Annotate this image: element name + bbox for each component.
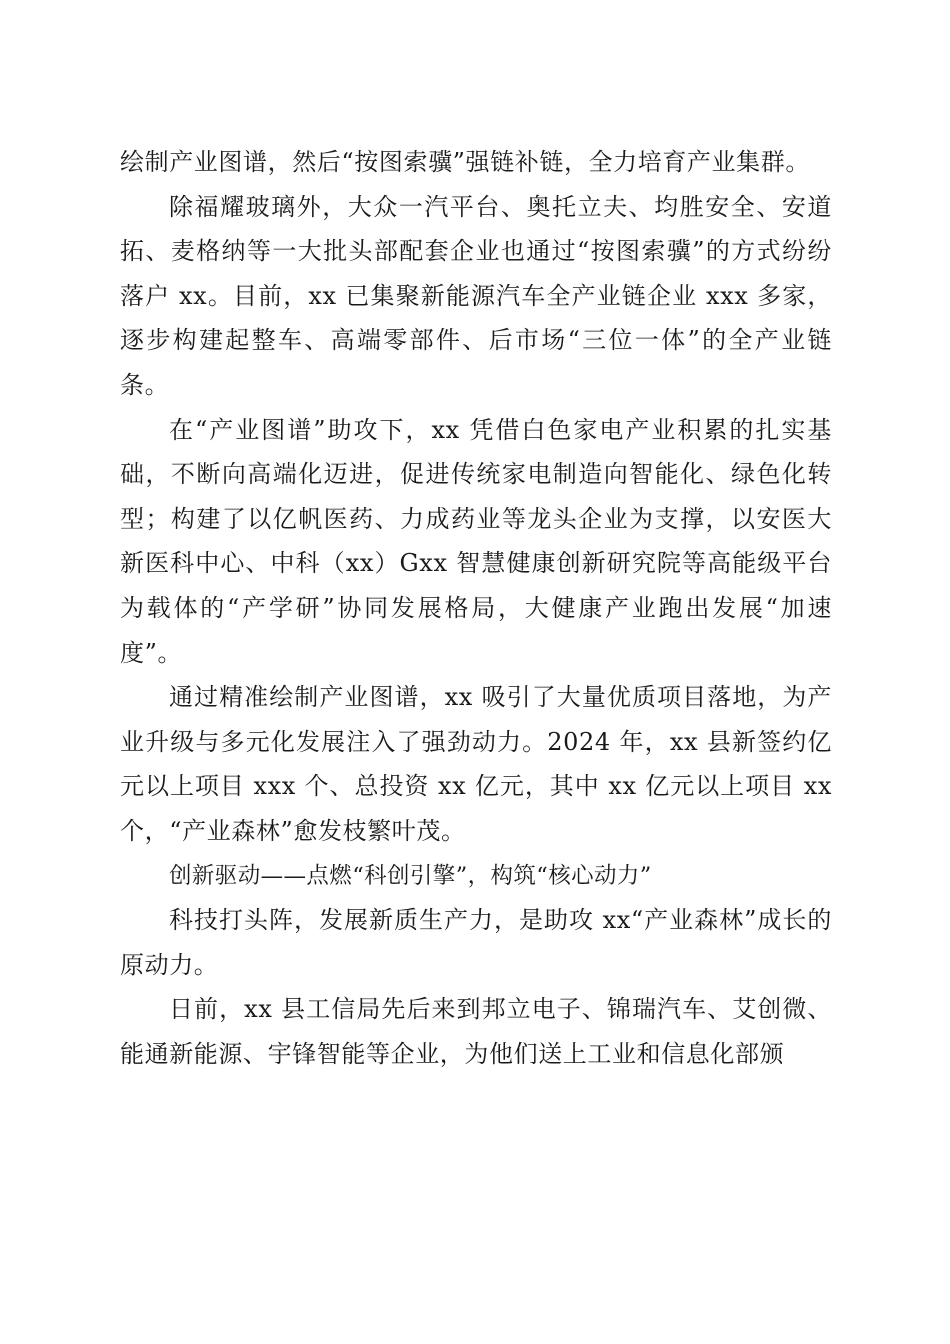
paragraph-appliance-health: 在“产业图谱”助攻下，xx 凭借白色家电产业积累的扎实基础，不断向高端化迈进，促进传统家电制造向智能化、绿色化转型；构建了以亿帆医药、力成药业等龙头企业为支撑，以安医大新医科中心、中科（xx）Gxx 智慧健康创新研究院等高能级平台为载体的“产学研”协同发展格局，大健康产业跑出发展“加速度”。: [120, 415, 832, 667]
paragraph-technology-driver: 科技打头阵，发展新质生产力，是助攻 xx“产业森林”成长的原动力。: [120, 906, 832, 979]
paragraph-bureau-visits: 日前，xx 县工信局先后来到邦立电子、锦瑞汽车、艾创微、能通新能源、宇锋智能等企业，为他们送上工业和信息化部颁: [120, 995, 832, 1068]
body-text: [120, 140, 832, 1076]
section-heading-innovation: 创新驱动——点燃“科创引擎”，构筑“核心动力”: [169, 862, 652, 889]
paragraph-auto-suppliers: 除福耀玻璃外，大众一汽平台、奥托立夫、均胜安全、安道拓、麦格纳等一大批头部配套企业也通过“按图索骥”的方式纷纷落户 xx。目前，xx 已集聚新能源汽车全产业链企业 xxx 多家，逐步构建起整车、高端零部件、后市场“三位一体”的全产业链条。: [120, 192, 832, 399]
paragraph-industry-map-intro: 绘制产业图谱，然后“按图索骥”强链补链，全力培育产业集群。: [120, 148, 810, 176]
paragraph-project-investment: 通过精准绘制产业图谱，xx 吸引了大量优质项目落地，为产业升级与多元化发展注入了强劲动力。2024 年，xx 县新签约亿元以上项目 xxx 个、总投资 xx 亿元，其中 xx 亿元以上项目 xx 个，“产业森林”愈发枝繁叶茂。: [120, 683, 832, 845]
